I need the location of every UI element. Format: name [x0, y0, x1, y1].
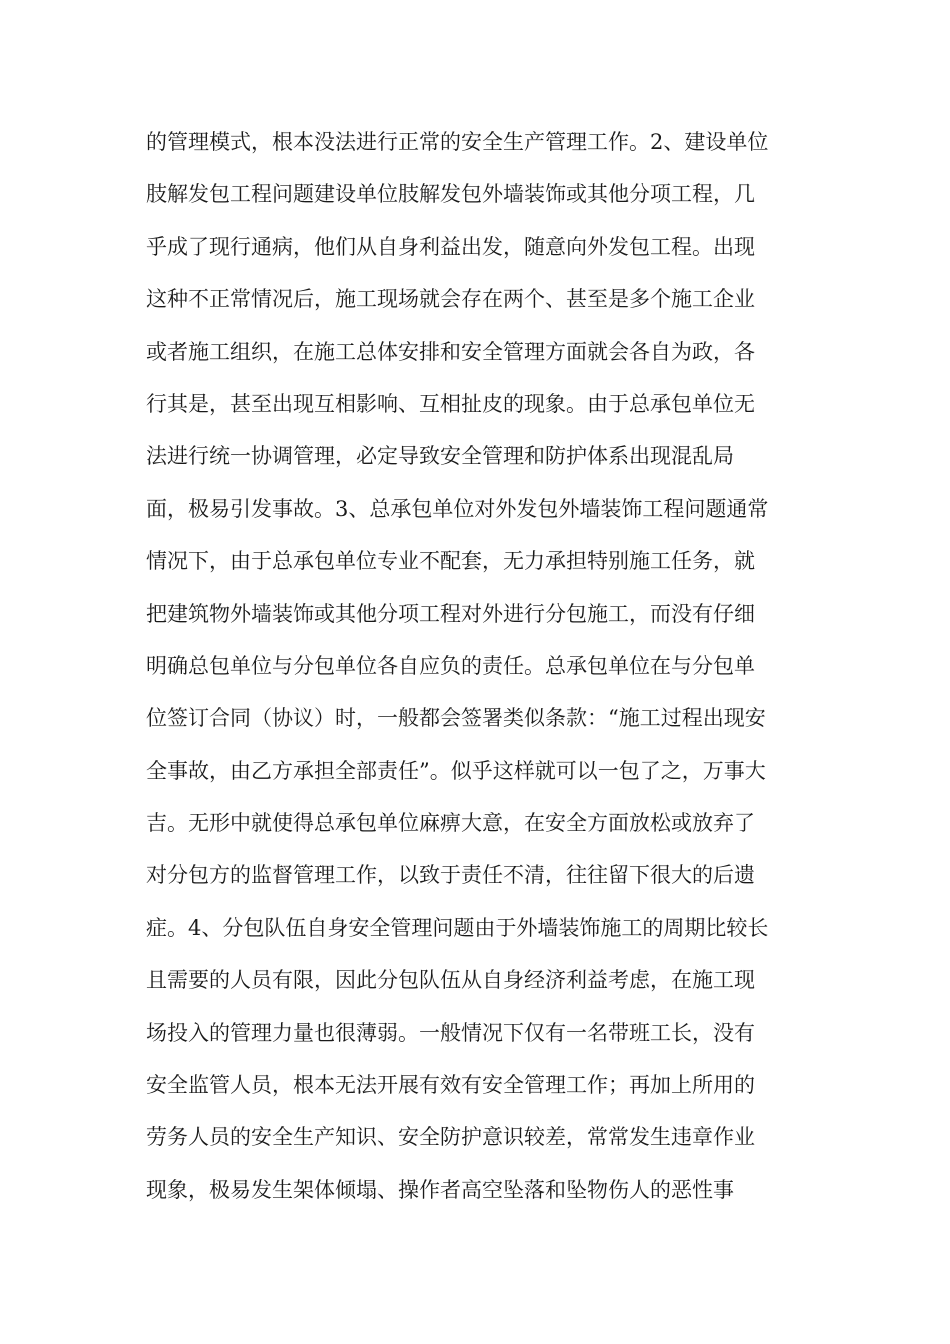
text-line-18: 场投入的管理力量也很薄弱。一般情况下仅有一名带班工长，没有 [146, 1020, 755, 1045]
text-line-13: 全事故，由乙方承担全部责任”。似乎这样就可以一包了之，万事大 [146, 758, 766, 783]
text-line-1: 的管理模式，根本没法进行正常的安全生产管理工作。2、建设单位 [146, 130, 769, 154]
text-line-11: 明确总包单位与分包单位各自应负的责任。总承包单位在与分包单 [146, 653, 755, 678]
text-line-10: 把建筑物外墙装饰或其他分项工程对外进行分包施工，而没有仔细 [146, 601, 755, 626]
text-line-9: 情况下，由于总承包单位专业不配套，无力承担特别施工任务，就 [146, 549, 755, 574]
text-line-8: 面，极易引发事故。3、总承包单位对外发包外墙装饰工程问题通常 [146, 496, 769, 521]
body-text [146, 116, 816, 1216]
text-line-17: 且需要的人员有限，因此分包队伍从自身经济利益考虑，在施工现 [146, 968, 755, 993]
text-line-16: 症。4、分包队伍自身安全管理问题由于外墙装饰施工的周期比较长 [146, 915, 769, 940]
text-line-21: 现象，极易发生架体倾塌、操作者高空坠落和坠物伤人的恶性事 [146, 1177, 734, 1202]
text-line-7: 法进行统一协调管理，必定导致安全管理和防护体系出现混乱局 [146, 444, 734, 469]
text-line-14: 吉。无形中就使得总承包单位麻痹大意，在安全方面放松或放弃了 [146, 811, 755, 836]
text-line-5: 或者施工组织，在施工总体安排和安全管理方面就会各自为政，各 [146, 339, 755, 364]
text-line-20: 劳务人员的安全生产知识、安全防护意识较差，常常发生违章作业 [146, 1125, 755, 1150]
text-line-4: 这种不正常情况后，施工现场就会存在两个、甚至是多个施工企业 [146, 287, 755, 312]
text-line-6: 行其是，甚至出现互相影响、互相扯皮的现象。由于总承包单位无 [146, 391, 755, 416]
text-line-19: 安全监管人员，根本无法开展有效有安全管理工作；再加上所用的 [146, 1073, 755, 1098]
text-line-2: 肢解发包工程问题建设单位肢解发包外墙装饰或其他分项工程，几 [146, 182, 755, 207]
text-line-15: 对分包方的监督管理工作，以致于责任不清，往往留下很大的后遗 [146, 863, 755, 888]
text-line-12: 位签订合同（协议）时，一般都会签署类似条款：“施工过程出现安 [146, 706, 766, 731]
text-line-3: 乎成了现行通病，他们从自身利益出发，随意向外发包工程。出现 [146, 234, 755, 259]
